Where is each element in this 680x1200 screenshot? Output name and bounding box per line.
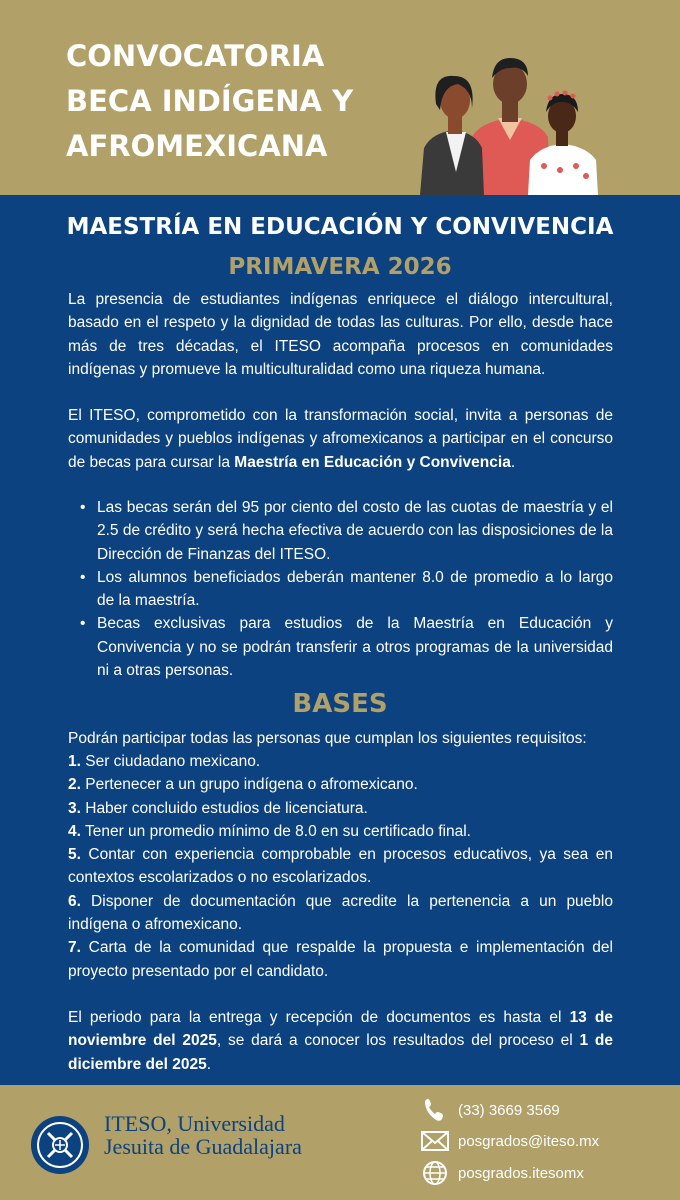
invitation-end: . (510, 453, 516, 471)
deadline-paragraph (68, 1006, 613, 1076)
requirement-number: 1. (68, 753, 81, 770)
invitation-paragraph (68, 404, 613, 474)
bases-heading: BASES (292, 689, 388, 719)
phone-text: (33) 3669 3569 (458, 1101, 560, 1119)
title-line: CONVOCATORIA (66, 39, 325, 73)
phone-icon (420, 1097, 450, 1123)
requirement-item (68, 773, 613, 796)
envelope-icon (420, 1128, 450, 1154)
requirements-list (68, 750, 613, 983)
condition-item: • Los alumnos beneficiados deberán mantener 8.0 de promedio a lo largo de la maestría. (80, 566, 613, 613)
requirement-text: Pertenecer a un grupo indígena o afromexicano. (80, 776, 418, 794)
term-title: PRIMAVERA 2026 (228, 254, 452, 280)
deadline-prefix: El periodo para la entrega y recepción de documentos es hasta el (68, 1009, 570, 1026)
requirement-text: Haber concluido estudios de licenciatura. (80, 799, 368, 817)
iteso-logo-icon (30, 1115, 90, 1175)
invitation-text: El ITESO, comprometido con la transformación social, invita a personas de comunidades y pueblos indígenas y afromexicanos a participar en el concurso de becas para cursar la (68, 407, 613, 471)
requirement-item (68, 820, 613, 843)
contact-website[interactable] (420, 1160, 584, 1186)
deadline-end: . (206, 1055, 212, 1073)
title-line: AFROMEXICANA (66, 129, 328, 163)
requirement-item (68, 797, 613, 820)
requirement-number: 5. (68, 846, 81, 864)
logo-line: ITESO, Universidad (104, 1111, 285, 1136)
condition-item: • Las becas serán del 95 por ciento del costo de las cuotas de maestría y el 2.5 de crédito y será hecha efectiva de acuerdo con las disposiciones de la Dirección de Finanzas del ITESO. (80, 496, 613, 566)
requirement-number: 3. (68, 799, 81, 817)
globe-icon (420, 1160, 450, 1186)
requirement-item (68, 936, 613, 983)
deadline-date: 13 de noviembre del 2025 (68, 1009, 614, 1050)
requirement-text: Tener un promedio mínimo de 8.0 en su certificado final. (80, 822, 471, 840)
website-text: posgrados.itesomx (458, 1164, 584, 1182)
condition-item: • Becas exclusivas para estudios de la Maestría en Educación y Convivencia y no se podrán transferir a otros programas de la universidad ni a otras personas. (80, 612, 613, 682)
requirement-text: Carta de la comunidad que respalde la propuesta e implementación del proyecto presentado por el candidato. (68, 939, 613, 980)
logo-line: Jesuita de Guadalajara (104, 1134, 302, 1159)
university-name (104, 1112, 302, 1158)
title-line: BECA INDÍGENA Y (66, 84, 354, 118)
intro-paragraph: La presencia de estudiantes indígenas enriquece el diálogo intercultural, basado en el respeto y la dignidad de todas las culturas. Por ello, desde hace más de tres décadas, el ITESO acompaña procesos en comunidades indígenas y promueve la multiculturalidad como una riqueza humana. (68, 291, 613, 378)
email-text: posgrados@iteso.mx (458, 1132, 600, 1150)
people-illustration (410, 52, 610, 195)
requirement-number: 7. (68, 939, 81, 957)
requirement-item (68, 843, 613, 890)
requirement-number: 6. (68, 892, 81, 910)
deadline-middle: , se dará a conocer los resultados del proceso el (216, 1032, 580, 1050)
requirement-number: 2. (68, 776, 81, 794)
invitation-program: Maestría en Educación y Convivencia (234, 453, 511, 471)
requirement-text: Contar con experiencia comprobable en procesos educativos, ya sea en contextos escolarizados o no escolarizados. (68, 846, 613, 887)
requirement-text: Ser ciudadano mexicano. (80, 753, 261, 770)
requirement-item (68, 890, 613, 937)
requirement-text: Disponer de documentación que acredite la pertenencia a un pueblo indígena o afromexicano. (68, 892, 613, 934)
requirements-intro: Podrán participar todas las personas que cumplan los siguientes requisitos: (68, 730, 587, 747)
results-date: 1 de diciembre del 2025 (68, 1032, 614, 1073)
program-title: MAESTRÍA EN EDUCACIÓN Y CONVIVENCIA (66, 214, 614, 240)
contact-email[interactable] (420, 1128, 599, 1154)
contact-phone[interactable] (420, 1097, 560, 1123)
scholarship-conditions (80, 496, 613, 682)
requirement-number: 4. (68, 822, 81, 840)
announcement-title (66, 34, 386, 169)
requirement-item (68, 750, 613, 773)
